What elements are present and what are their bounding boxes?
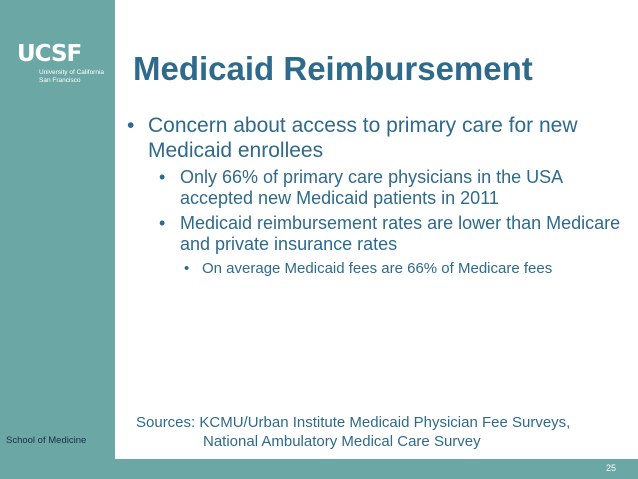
logo-city-line: San Francisco bbox=[39, 77, 81, 84]
bullet-text: Medicaid reimbursement rates are lower than Medicare and private insurance rates bbox=[180, 213, 621, 254]
sources-note bbox=[136, 413, 570, 451]
bullet-icon: • bbox=[159, 167, 166, 187]
footer-bar bbox=[115, 459, 638, 479]
ucsf-logo bbox=[17, 43, 107, 93]
bullet-item-level-2 bbox=[156, 167, 624, 209]
bullet-item-level-1 bbox=[124, 113, 624, 163]
logo-university-line: University of California bbox=[39, 69, 105, 76]
bullet-item-level-3 bbox=[182, 259, 624, 278]
school-label: School of Medicine bbox=[6, 435, 87, 446]
sources-line-1: Sources: KCMU/Urban Institute Medicaid Physician Fee Surveys, bbox=[136, 414, 571, 431]
bullet-text: Concern about access to primary care for new Medicaid enrollees bbox=[148, 114, 578, 162]
logo-mark: UCSF bbox=[17, 41, 82, 67]
slide-title: Medicaid Reimbursement bbox=[133, 50, 533, 87]
page-number: 25 bbox=[606, 463, 617, 473]
bullet-icon: • bbox=[184, 260, 190, 277]
bullet-icon: • bbox=[127, 114, 135, 137]
bullet-item-level-2 bbox=[156, 213, 624, 255]
bullet-text: Only 66% of primary care physicians in the USA accepted new Medicaid patients in 2011 bbox=[180, 167, 563, 208]
bullet-list bbox=[124, 113, 624, 278]
bullet-icon: • bbox=[159, 213, 166, 233]
sidebar bbox=[0, 0, 115, 479]
bullet-text: On average Medicaid fees are 66% of Medicare fees bbox=[202, 260, 553, 277]
sources-line-2: National Ambulatory Medical Care Survey bbox=[203, 433, 481, 450]
